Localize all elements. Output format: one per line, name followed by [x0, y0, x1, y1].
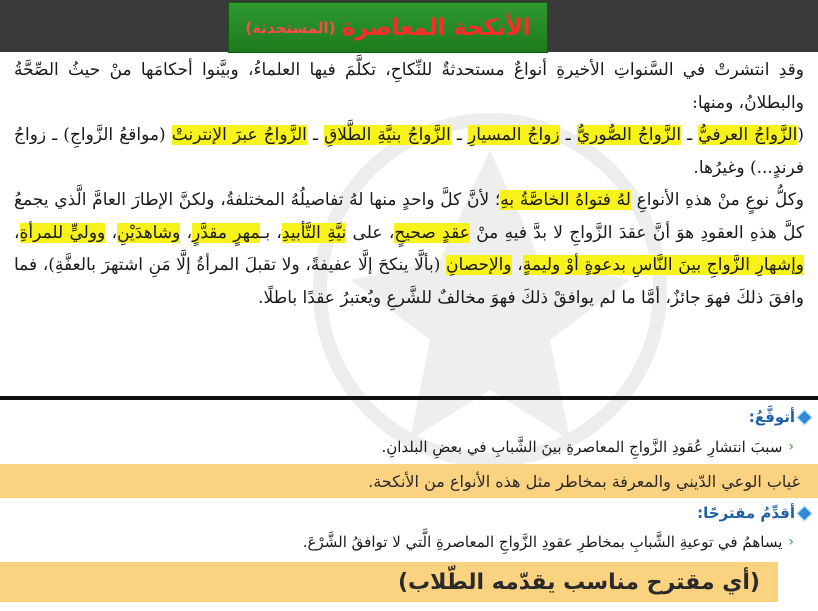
type-urfi: الزَّواجُ العرفيُّ: [698, 125, 798, 145]
suggest-question: ‹ يساهمُ في توعيةِ الشَّبابِ بمخاطرِ عقودِ الزَّواجِ المعاصرةِ الَّتي لا توافقُ الشَّرْعَ.: [302, 533, 794, 551]
conditions-paragraph: وكلُّ نوعٍ منْ هذهِ الأنواعِ لهُ فتواهُ الخاصَّةُ بهِ؛ لأنَّ كلَّ واحدٍ منها لهُ تفاصيلُهُ المختلفةُ، ولكنَّ الإطارَ العامَّ الَّذي يجمعُ كلَّ هذهِ العقودِ هوَ أنَّ عقدَ الزَّواجِ لا بدَّ فيهِ منْ عقدٍ صحيحٍ، على نيَّةِ التَّأبيدِ، بـمهرٍ مقدَّرٍ، وشاهدَيْنِ، ووليٍّ للمرأةِ، وإشهارِ الزَّواجِ بينَ النَّاسِ بدعوةٍ أوْ وليمةٍ، والإحصانِ (بألَّا ينكحَ إلَّا عفيفةً، ولا تقبلَ المرأةُ إلَّا مَنِ اشتهرَ بالعفَّةِ)، فما وافقَ ذلكَ فهوَ جائزٌ، أمَّا ما لم يوافقْ ذلكَ فهوَ مخالفٌ للشَّرعِ ويُعتبرُ عقدًا باطلًا.: [14, 190, 805, 308]
type-suri: الزَّواجُ الصُّوريُّ: [576, 125, 682, 145]
title-subtitle: (المستحدثة): [245, 18, 336, 37]
title-text: الأنكحة المعاصرة: [341, 14, 531, 41]
predict-heading: أتوقَّعُ:: [749, 408, 810, 426]
type-misyar: زواجُ المسيارِ: [468, 125, 560, 145]
suggest-heading: أقدِّمُ مقترحًا:: [697, 504, 810, 522]
intro-paragraph: وقدِ انتشرتْ في السَّنواتِ الأخيرةِ أنواعٌ مستحدثةٌ للنِّكاحِ، تكلَّمَ فيها العلماءُ، وبيَّنوا أحكامَها منْ حيثُ الصِّحَّةُ والبطلانُ، ومنها:: [14, 60, 804, 113]
diamond-bullet-icon: [797, 505, 813, 521]
predict-question: ‹ سببَ انتشارِ عُقودِ الزَّواجِ المعاصرةِ بينَ الشَّبابِ في بعضِ البلدانِ.: [381, 438, 794, 456]
type-internet: الزَّواجُ عبرَ الإنترنتْ: [171, 125, 307, 145]
suggest-answer: (أي مقترح مناسب يقدّمه الطّلاب): [0, 562, 778, 602]
chevron-left-icon: ‹: [788, 534, 794, 550]
marriage-types-list: (الزَّواجُ العرفيُّ ـ الزَّواجُ الصُّوريُّ ـ زواجُ المسيارِ ـ الزَّواجُ بنيَّةِ الطَّلاقِ ـ الزَّواجُ عبرَ الإنترنتْ (مواقعُ الزَّواجِ) ـ زواجُ فرندٍ...) وغيرُها.: [14, 125, 805, 178]
predict-answer: غياب الوعي الدّيني والمعرفة بمخاطر مثل هذه الأنواع من الأنكحة.: [0, 464, 818, 498]
lesson-body: [14, 54, 804, 314]
lesson-title: [228, 2, 548, 53]
section-divider: [0, 396, 818, 400]
type-talaq: الزَّواجُ بنيَّةِ الطَّلاقِ: [324, 125, 451, 145]
chevron-left-icon: ‹: [788, 439, 794, 455]
diamond-bullet-icon: [797, 409, 813, 425]
